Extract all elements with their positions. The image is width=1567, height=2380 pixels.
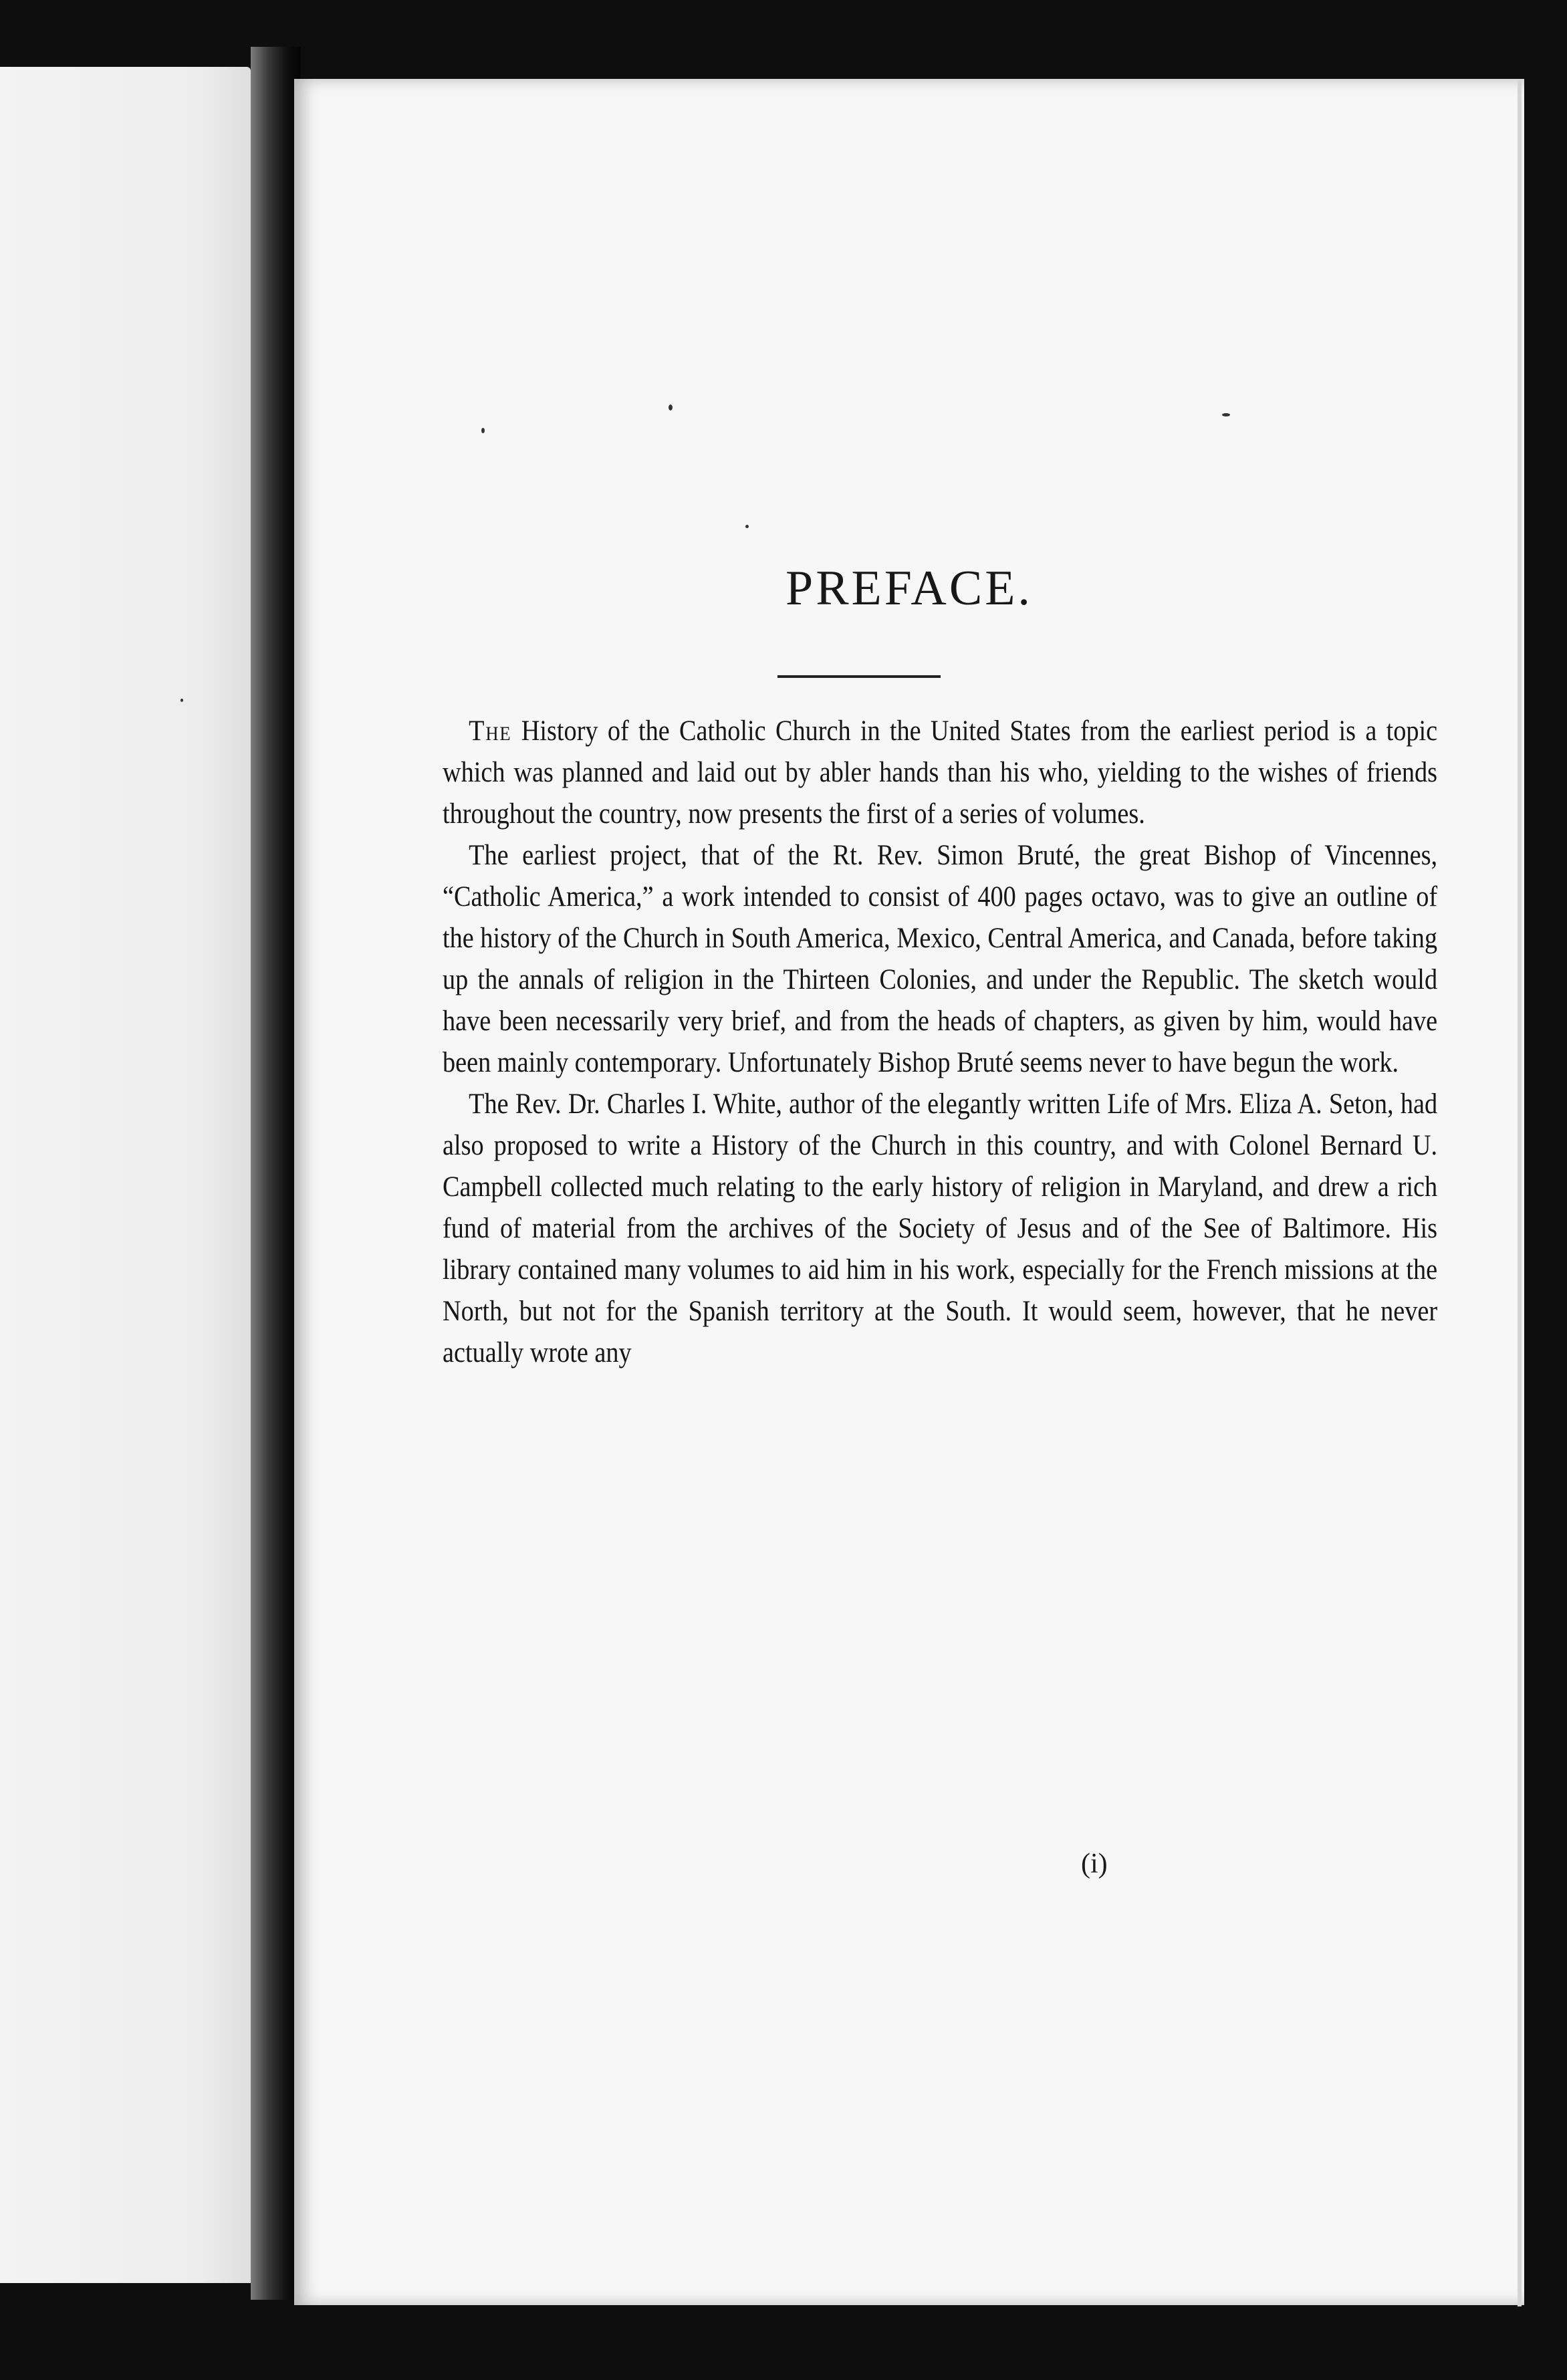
preface-body xyxy=(443,711,1437,1374)
paragraph-3: The Rev. Dr. Charles I. White, author of the elegantly written Life of Mrs. Eliza A. Seton, had also proposed to write a History of the Church in this country, and with Colonel Bernard U. Campbell collected much relating to the early history of religion in Maryland, and drew a rich fund of material from the archives of the Society of Jesus and of the See of Baltimore. His library contained many volumes to aid him in his work, especially for the French missions at the North, but not for the Spanish territory at the South. It would seem, however, that he never actually wrote any xyxy=(443,1088,1438,1368)
left-blank-page xyxy=(0,67,251,2283)
page-heading: PREFACE. xyxy=(786,561,1033,616)
paragraph-1-text: History of the Catholic Church in the United States from the earliest period is a topic which was planned and laid out by abler hands than his who, yielding to the wishes of friends throughout the country, now presents the first of a series of volumes. xyxy=(443,715,1438,830)
paragraph-2: The earliest project, that of the Rt. Rev. Simon Bruté, the great Bishop of Vincennes, “Catholic America,” a work intended to consist of 400 pages octavo, was to give an outline of the history of the Church in South America, Mexico, Central America, and Canada, before taking up the annals of religion in the Thirteen Colonies, and under the Republic. The sketch would have been necessarily very brief, and from the heads of chapters, as given by him, would have been mainly contemporary. Unfortunately Bishop Bruté seems never to have begun the work. xyxy=(443,840,1438,1078)
heading-rule xyxy=(777,675,941,678)
preface-page xyxy=(294,79,1524,2305)
paragraph-1 xyxy=(443,711,1437,835)
page-number: (i) xyxy=(1081,1849,1108,1879)
book-gutter xyxy=(251,47,301,2300)
lead-word: The xyxy=(469,715,512,747)
page-edge xyxy=(1518,80,1522,2306)
